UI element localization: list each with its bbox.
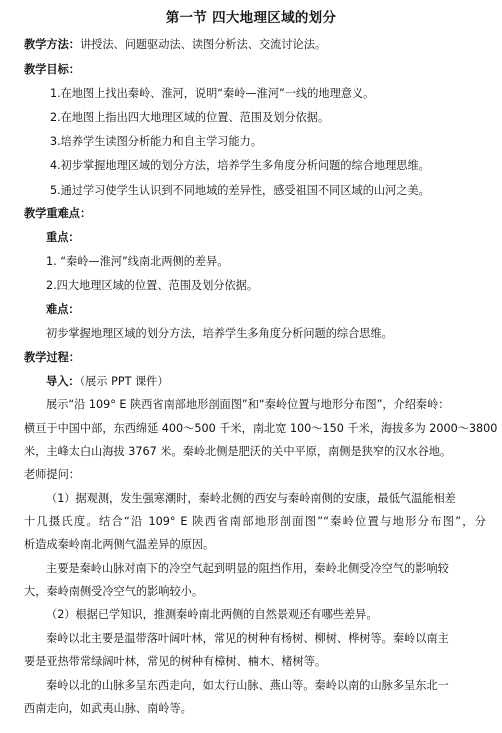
objective-item: 4.初步掌握地理区域的划分方法，培养学生多角度分析问题的综合地理思维。	[50, 159, 430, 172]
intro-paragraph-line: 米，主峰太白山海拔 3767 米。秦岭北侧是肥沃的关中平原，南侧是狭窄的汉水谷地。	[24, 445, 452, 458]
answer-3-line: 秦岭以北的山脉多呈东西走向，如太行山脉、燕山等。秦岭以南的山脉多呈东北一	[46, 679, 449, 692]
question-1-line: （1）据观测，发生强寒潮时，秦岭北侧的西安与秦岭南侧的安康，最低气温能相差	[46, 492, 456, 505]
key-item: 2.四大地理区域的位置、范围及划分依据。	[46, 279, 259, 292]
intro-line	[46, 374, 169, 390]
difficult-label: 难点：	[46, 303, 80, 316]
intro-paragraph-line: 横亘于中国中部，东西绵延 400～500 千米，南北宽 100～150 千米，海拔多为 2000～3800	[24, 422, 498, 435]
methods-text: 讲授法、问题驱动法、读图分析法、交流讨论法。	[79, 38, 327, 51]
methods-label: 教学方法：	[24, 38, 80, 51]
key-item: 1. “秦岭—淮河”线南北两侧的差异。	[46, 255, 229, 268]
objectives-heading: 教学目标：	[24, 63, 80, 76]
objective-item: 2.在地图上指出四大地理区域的位置、范围及划分依据。	[50, 111, 330, 124]
answer-2-line: 秦岭以北主要是温带落叶阔叶林，常见的树种有杨树、柳树、桦树等。秦岭以南主	[46, 632, 449, 645]
answer-2-line: 要是亚热带常绿阔叶林，常见的树种有樟树、楠木、楮树等。	[24, 655, 327, 668]
intro-paragraph-line: 展示“沿 109° E 陕西省南部地形剖面图”和“秦岭位置与地形分布图”，介绍秦岭：	[46, 398, 450, 411]
question-2: （2）根据已学知识，推测秦岭南北两侧的自然景观还有哪些差异。	[46, 608, 378, 621]
answer-1-line: 大，秦岭南侧受冷空气的影响较小。	[24, 585, 204, 598]
process-heading: 教学过程：	[24, 351, 80, 364]
answer-1-line: 主要是秦岭山脉对南下的冷空气起到明显的阻挡作用，秦岭北侧受冷空气的影响较	[46, 562, 449, 575]
answer-3-line: 西南走向，如武夷山脉、南岭等。	[24, 702, 192, 715]
intro-note: （展示 PPT 课件）	[79, 375, 169, 388]
teacher-ask-label: 老师提问：	[24, 468, 80, 481]
key-label: 重点：	[46, 231, 80, 244]
question-1-line: 十几摄氏度。结合“沿 109° E 陕西省南部地形剖面图”“秦岭位置与地形分布图”，分	[24, 515, 486, 528]
objective-item: 1.在地图上找出秦岭、淮河，说明“秦岭—淮河”一线的地理意义。	[50, 87, 375, 100]
page-title: 第一节 四大地理区域的划分	[165, 10, 337, 26]
question-1-line: 析造成秦岭南北两侧气温差异的原因。	[24, 538, 215, 551]
objective-item: 3.培养学生读图分析能力和自主学习能力。	[50, 135, 263, 148]
objective-item: 5.通过学习使学生认识到不同地域的差异性，感受祖国不同区域的山河之美。	[50, 184, 430, 197]
difficult-text: 初步掌握地理区域的划分方法，培养学生多角度分析问题的综合思维。	[46, 327, 393, 340]
intro-label: 导入：	[46, 375, 80, 388]
methods-line	[24, 37, 326, 53]
key-difficult-heading: 教学重难点：	[24, 207, 92, 220]
